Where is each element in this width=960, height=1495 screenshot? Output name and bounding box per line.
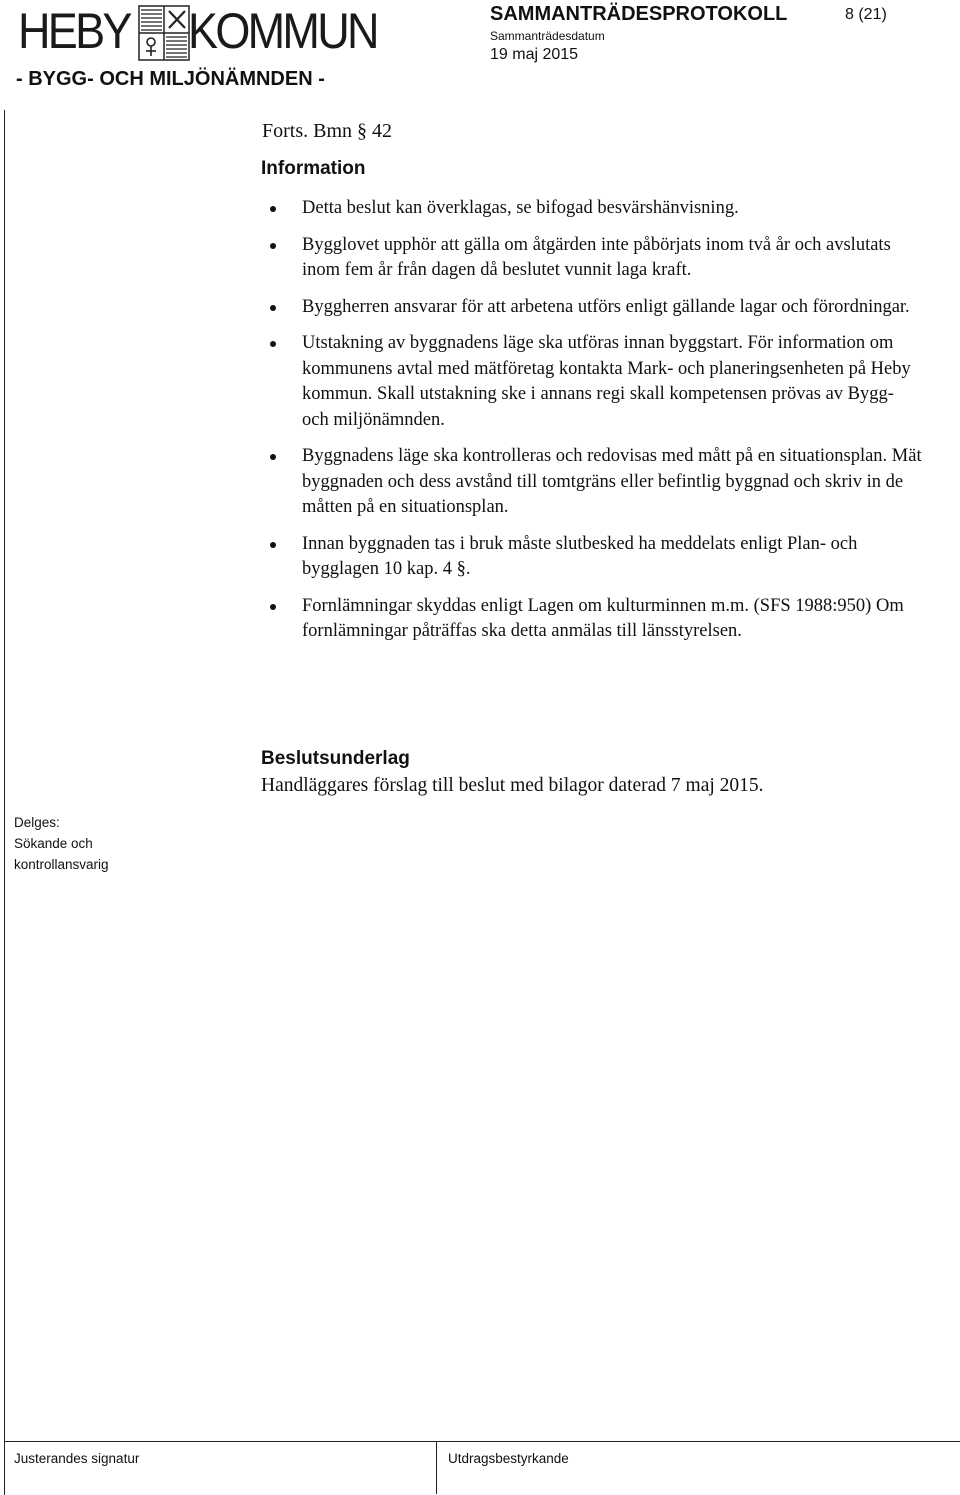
margin-rule <box>4 110 5 1495</box>
logo-word-heby: HEBY <box>18 3 130 59</box>
extract-certification-label: Utdragsbestyrkande <box>448 1451 569 1466</box>
list-item <box>262 196 922 222</box>
bullet-icon <box>270 454 276 460</box>
decision-basis-heading: Beslutsunderlag <box>261 748 410 769</box>
list-item <box>262 331 922 433</box>
list-item-text: Detta beslut kan överklagas, se bifogad besvärshänvisning. <box>302 198 739 218</box>
heby-kommun-logo <box>18 2 398 64</box>
footer-divider <box>436 1441 437 1494</box>
information-list <box>262 196 922 656</box>
meeting-date: 19 maj 2015 <box>490 46 579 63</box>
bullet-icon <box>270 305 276 311</box>
department-name: - BYGG- OCH MILJÖNÄMNDEN - <box>16 68 325 90</box>
bullet-icon <box>270 542 276 548</box>
footer-rule <box>4 1441 960 1442</box>
information-heading: Information <box>261 158 366 179</box>
protocol-title: SAMMANTRÄDESPROTOKOLL <box>490 3 788 25</box>
list-item <box>262 444 922 521</box>
coat-of-arms-icon <box>138 5 190 61</box>
bullet-icon <box>270 206 276 212</box>
list-item-text: Innan byggnaden tas i bruk måste slutbesked ha meddelats enligt Plan- och bygglagen 10 kap. 4 §. <box>302 533 858 579</box>
decision-basis-text: Handläggares förslag till beslut med bilagor daterad 7 maj 2015. <box>261 775 764 796</box>
list-item-text: Byggherren ansvarar för att arbetena utförs enligt gällande lagar och förordningar. <box>302 296 910 317</box>
list-item <box>262 233 922 284</box>
list-item-text: Fornlämningar skyddas enligt Lagen om kulturminnen m.m. (SFS 1988:950) Om fornlämningar påträffas ska detta anmälas till länsstyrelsen. <box>302 595 904 641</box>
list-item <box>262 532 922 583</box>
bullet-icon <box>270 604 276 610</box>
list-item <box>262 295 922 321</box>
list-item-text: Bygglovet upphör att gälla om åtgärden inte påbörjats inom två år och avslutats inom fem år från dagen då beslutet vunnit laga kraft. <box>302 234 891 280</box>
signature-field-label: Justerandes signatur <box>14 1451 140 1466</box>
continued-reference: Forts. Bmn § 42 <box>262 120 393 142</box>
meeting-date-label: Sammanträdesdatum <box>490 29 605 43</box>
logo-word-kommun: KOMMUN <box>188 3 377 59</box>
list-item-text: Utstakning av byggnadens läge ska utföras innan byggstart. För information om kommunens avtal med mätföretag kontakta Mark- och planeringsenheten på Heby kommun. Skall utstakning ske i annans regi skall kompetensen prövas av Bygg- och miljönämnden. <box>302 333 911 430</box>
list-item <box>262 594 922 645</box>
page-number: 8 (21) <box>845 6 887 23</box>
distribution-note <box>14 812 124 875</box>
distribution-recipients: Sökande och kontrollansvarig <box>14 836 109 872</box>
distribution-label: Delges: <box>14 815 60 830</box>
bullet-icon <box>270 341 276 347</box>
list-item-text: Byggnadens läge ska kontrolleras och redovisas med mått på en situationsplan. Mät byggnaden och dess avstånd till tomtgräns eller befintlig byggnad och skriv in de måtten på en situationsplan. <box>302 446 922 517</box>
bullet-icon <box>270 243 276 249</box>
